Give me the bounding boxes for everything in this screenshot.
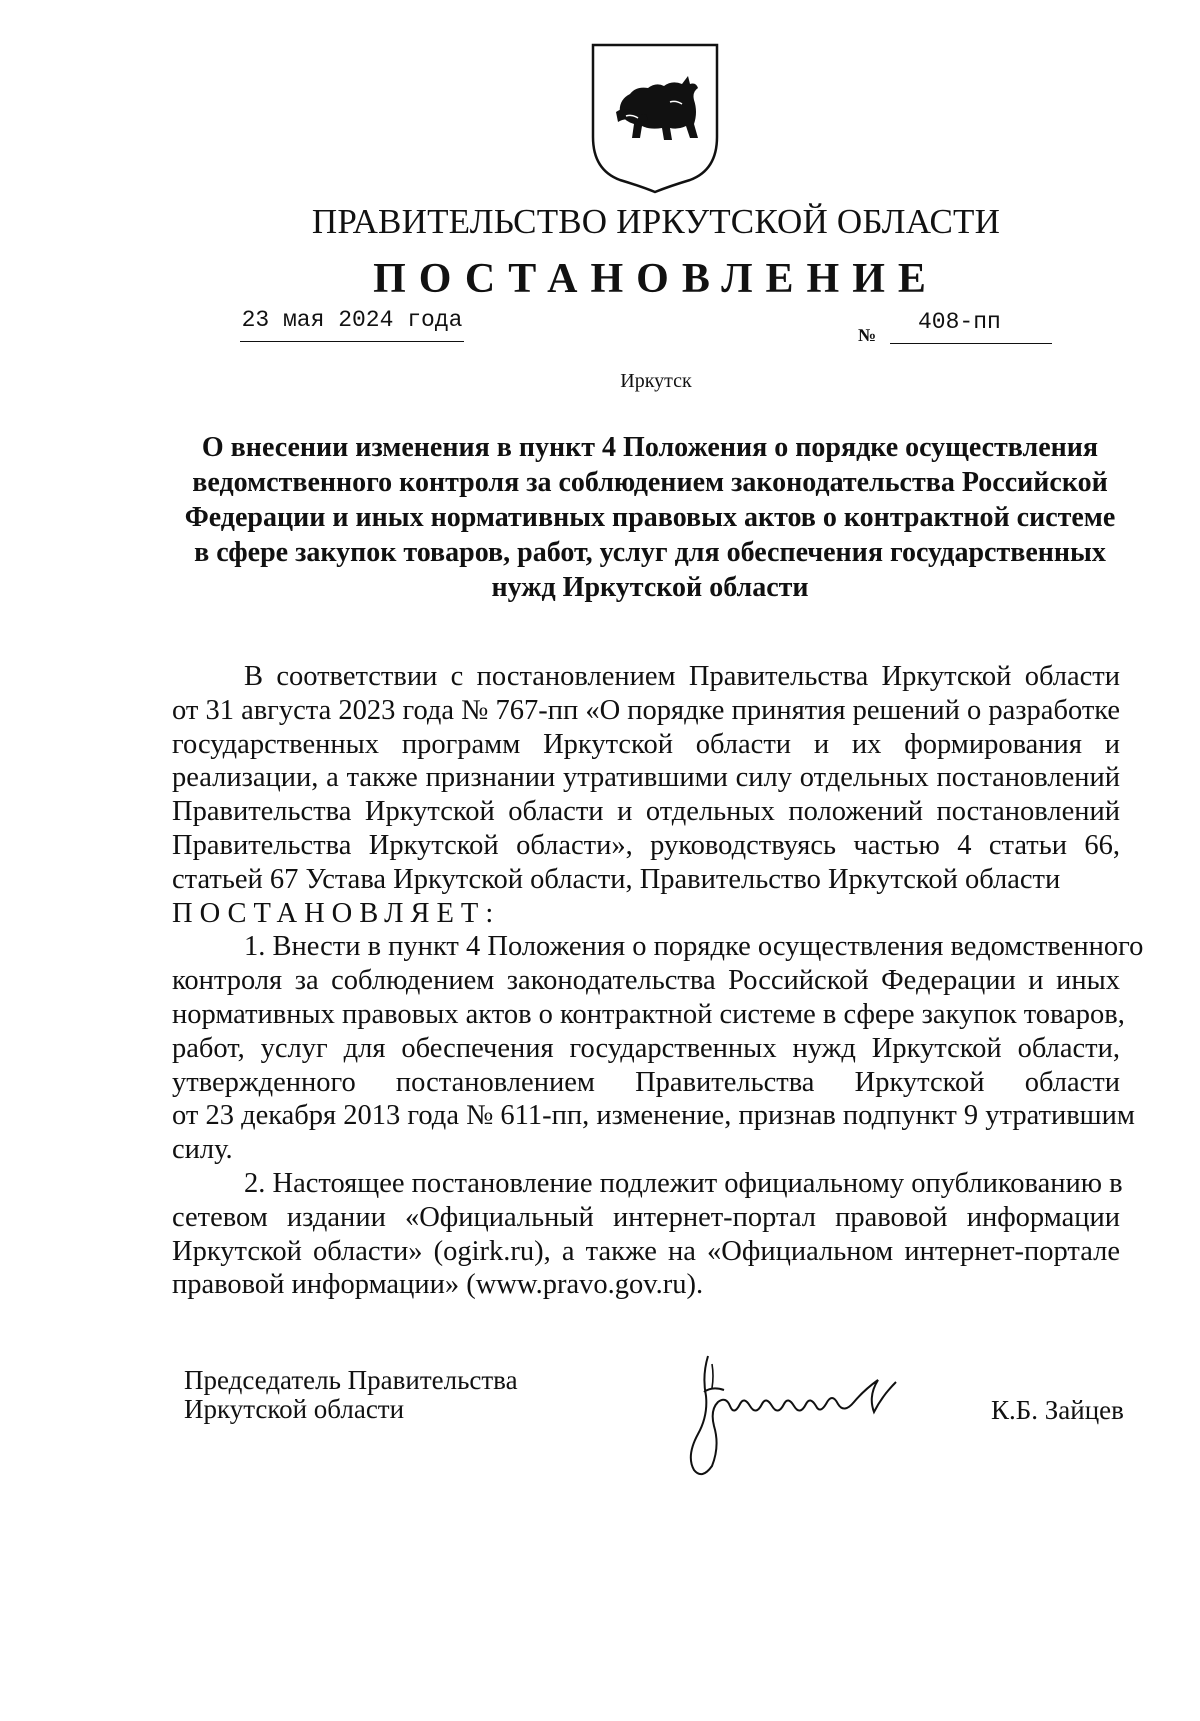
document-body bbox=[172, 660, 1144, 1302]
document-date: 23 мая 2024 года bbox=[241, 307, 463, 333]
body-line: работ, услуг для обеспечения государственных нужд Иркутской области, bbox=[172, 1032, 1120, 1064]
decree-word: ПОСТАНОВЛЯЕТ: bbox=[172, 897, 501, 929]
item-1-paragraph bbox=[172, 930, 1144, 1167]
date-field bbox=[240, 307, 464, 342]
city-name: Иркутск bbox=[620, 370, 692, 392]
body-line: государственных программ Иркутской области и их формирования и bbox=[172, 728, 1120, 760]
body-line: от 31 августа 2023 года № 767-пп «О порядке принятия решений о разработке bbox=[172, 694, 1121, 726]
signatory-position-line: Иркутской области bbox=[184, 1394, 405, 1424]
body-line: статьей 67 Устава Иркутской области, Правительство Иркутской области bbox=[172, 863, 1061, 895]
body-line: контроля за соблюдением законодательства Российской Федерации и иных bbox=[172, 965, 1120, 997]
body-line: правовой информации» (www.pravo.gov.ru). bbox=[172, 1269, 704, 1301]
body-line: силу. bbox=[172, 1134, 233, 1166]
body-line: В соответствии с постановлением Правительства Иркутской области bbox=[244, 661, 1120, 692]
signatory-name: К.Б. Зайцев bbox=[991, 1395, 1124, 1425]
signatory-position bbox=[184, 1366, 518, 1424]
body-line: Правительства Иркутской области», руководствуясь частью 4 статьи 66, bbox=[172, 829, 1120, 861]
coat-of-arms-emblem bbox=[590, 42, 720, 194]
title-line: нужд Иркутской области bbox=[491, 572, 809, 603]
government-name: ПРАВИТЕЛЬСТВО ИРКУТСКОЙ ОБЛАСТИ bbox=[311, 202, 1001, 241]
body-line: 2. Настоящее постановление подлежит официальному опубликованию в bbox=[244, 1167, 1123, 1199]
title-line: ведомственного контроля за соблюдением законодательства Российской bbox=[192, 467, 1108, 498]
signatory-position-line: Председатель Правительства bbox=[184, 1365, 518, 1395]
document-type: ПОСТАНОВЛЕНИЕ bbox=[373, 256, 939, 302]
number-label: № bbox=[858, 325, 877, 345]
title-line: Федерации и иных нормативных правовых актов о контрактной системе bbox=[184, 502, 1116, 533]
body-line: утвержденного постановлением Правительства Иркутской области bbox=[172, 1066, 1120, 1098]
body-line: от 23 декабря 2013 года № 611-пп, изменение, признав подпункт 9 утратившим bbox=[172, 1100, 1135, 1132]
title-line: в сфере закупок товаров, работ, услуг для обеспечения государственных bbox=[194, 537, 1106, 568]
body-line: Правительства Иркутской области и отдельных положений постановлений bbox=[172, 796, 1120, 828]
body-line: сетевом издании «Официальный интернет-портал правовой информации bbox=[172, 1201, 1120, 1233]
title-line: О внесении изменения в пункт 4 Положения о порядке осуществления bbox=[201, 432, 1099, 463]
body-line: 1. Внести в пункт 4 Положения о порядке осуществления ведомственного bbox=[244, 931, 1144, 963]
preamble-paragraph bbox=[172, 660, 1120, 897]
item-2-paragraph bbox=[172, 1167, 1123, 1302]
document-number: 408-пп bbox=[918, 309, 1001, 335]
body-line: нормативных правовых актов о контрактной системе в сфере закупок товаров, bbox=[172, 998, 1125, 1030]
number-field bbox=[890, 309, 1052, 344]
document-title bbox=[170, 430, 1130, 605]
body-line: реализации, а также признании утратившими силу отдельных постановлений bbox=[172, 762, 1120, 794]
handwritten-signature bbox=[668, 1346, 968, 1482]
body-line: Иркутской области» (ogirk.ru), а также на «Официальном интернет-портале bbox=[172, 1235, 1120, 1267]
